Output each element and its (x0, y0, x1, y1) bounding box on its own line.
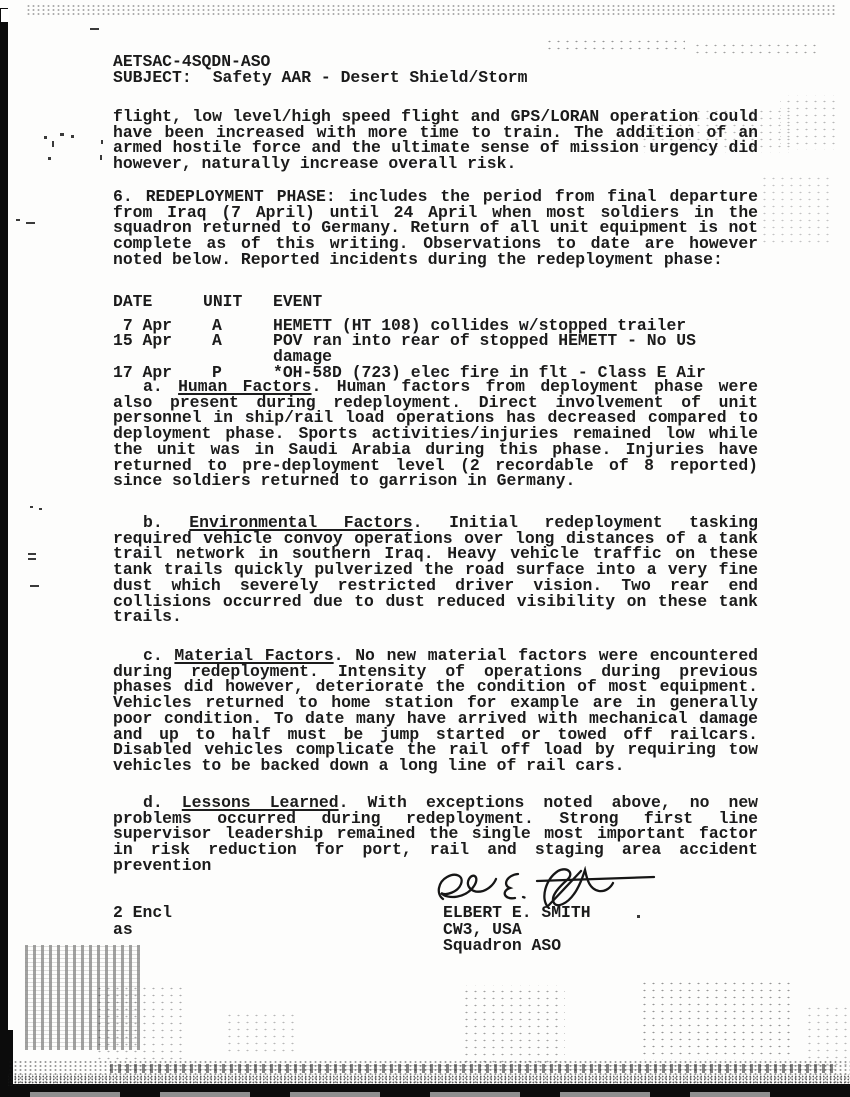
subject-text: Safety AAR - Desert Shield/Storm (212, 67, 528, 87)
scan-noise-patch (640, 108, 790, 153)
scan-mark (101, 140, 103, 144)
scan-noise-top (25, 3, 835, 15)
scan-mark (60, 133, 64, 136)
enclosure-note: as (113, 919, 133, 939)
scan-bottom-dash (290, 1092, 380, 1097)
subpara-title: Human Factors (178, 377, 312, 396)
subpara-label: c. (143, 646, 163, 665)
scan-noise-patch (780, 95, 835, 150)
subpara-title-period: . (412, 513, 423, 532)
incident-table (113, 294, 758, 381)
date-column-header: DATE (113, 292, 153, 311)
event-cell: POV ran into rear of stopped HEMETT - No US damage (273, 331, 696, 367)
unit-cell: P (212, 362, 222, 382)
section-6-text: includes the period from final departure from Iraq (7 April) until 24 April when most soldiers in the squadron returned to Germany. Return of all unit equipment is not complete as of this writing. Observations to date are however noted below. Reported incidents during the redeployment phase: (113, 187, 758, 269)
unit-column-header: UNIT (203, 292, 243, 311)
scan-noise-band-dense (8, 1074, 850, 1086)
scan-mark (48, 157, 51, 160)
scan-mark (52, 141, 54, 147)
event-column-header: EVENT (273, 292, 323, 311)
subpara-title-period: . (333, 646, 344, 665)
scan-bottom-dash (560, 1092, 650, 1097)
subpara-body: Human factors from deployment phase were also present during redeployment. Direct involvement of unit personnel in ship/rail load operations has decreased compared to deployment phase. Sports activities/injuries remained low while the unit was in Saudi Arabia during this phase. Injuries have returned to pre-deployment level (2 recordable of 8 reported) since soldiers returned to garrison in Germany. (113, 377, 759, 491)
subpara-body: With exceptions noted above, no new problems occurred during redeployment. Strong first line supervisor leadership remained the single most important factor in risk reduction for port, rail and staging area accident prevention (113, 793, 759, 875)
subpara-label: d. (143, 793, 163, 812)
unit-cell: A (212, 315, 222, 335)
scan-mark (637, 915, 640, 918)
scan-mark (44, 136, 47, 139)
event-cell: HEMETT (HT 108) collides w/stopped trailer (273, 315, 687, 335)
header-block (113, 54, 758, 85)
event-cell: *OH-58D (723) elec fire in flt - Class E Air (273, 362, 706, 382)
enclosure-block (113, 905, 313, 938)
scan-bottom-dash (690, 1092, 770, 1097)
subject-line (113, 67, 758, 87)
scan-mark (90, 28, 99, 30)
signature-block (443, 905, 763, 955)
scan-notch (1, 9, 9, 22)
scan-noise-patch (460, 985, 565, 1065)
scan-bottom-dash (430, 1092, 520, 1097)
scan-noise-patch (545, 38, 685, 54)
scan-mark (28, 558, 36, 560)
table-header-row (113, 294, 758, 310)
subject-label: SUBJECT: (113, 67, 192, 87)
scan-bottom-dash (30, 1092, 120, 1097)
subpara-label: b. (143, 513, 163, 532)
scan-mark (100, 155, 102, 160)
unit-cell: A (212, 331, 222, 351)
date-cell: 7 Apr (113, 315, 173, 335)
scan-mark (30, 585, 39, 587)
scan-mark (71, 135, 74, 138)
scan-noise-patch (95, 985, 185, 1065)
subparagraph-b (113, 515, 758, 625)
table-body (113, 315, 758, 382)
date-cell: 15 Apr (113, 331, 173, 351)
section-6-heading: REDEPLOYMENT PHASE: (145, 187, 336, 206)
subpara-title: Material Factors (174, 646, 334, 665)
subparagraph-a (113, 379, 758, 489)
scan-noise-patch (225, 1012, 295, 1052)
scan-noise-patch (760, 175, 835, 245)
scan-mark (16, 219, 20, 221)
scan-bottom-dash (160, 1092, 250, 1097)
subpara-label: a. (143, 377, 163, 396)
scan-edge-bar-left (0, 8, 8, 1097)
subpara-title: Lessons Learned (181, 793, 339, 812)
signer-name: ELBERT E. SMITH (443, 903, 591, 922)
subpara-title: Environmental Factors (189, 513, 413, 532)
section-6-number: 6. (113, 187, 133, 206)
section-6-paragraph (113, 189, 758, 268)
enclosure-count: 2 Encl (113, 903, 173, 922)
signer-rank: CW3, USA (443, 919, 522, 939)
intro-paragraph: flight, low level/high speed flight and GPS/LORAN operation could have been increased with more time to train. The addition of an armed hostile force and the ultimate sense of mission urgency did however, naturally increase overall risk. (113, 107, 758, 174)
scan-mark (39, 508, 42, 510)
signer-title: Squadron ASO (443, 936, 562, 955)
scan-noise-streak (110, 1064, 835, 1073)
scan-mark (26, 222, 35, 224)
scan-noise-patch (690, 40, 820, 58)
date-cell: 17 Apr (113, 362, 173, 382)
office-symbol-line: AETSAC-4SQDN-ASO (113, 52, 271, 71)
subpara-title-period: . (338, 793, 349, 812)
subparagraph-d (113, 795, 758, 874)
scan-noise-patch (640, 980, 795, 1060)
subpara-body: Initial redeployment tasking required vehicle convoy operations over long distances of a tank trail network in southern Iraq. Heavy vehicle traffic on these tank trails quickly pulverized the road surface into a very fine dust which severely restricted driver vision. Two rear end collisions occurred due to dust reduced visibility on these tank trails. (113, 513, 759, 627)
scan-mark (30, 506, 33, 508)
subparagraph-c (113, 648, 758, 774)
scan-mark (28, 553, 36, 555)
scan-noise-patch (805, 1005, 847, 1065)
subpara-title-period: . (311, 377, 322, 396)
subpara-body: No new material factors were encountered during redeployment. Intensity of operations during previous phases did however, deteriorate the condition of most equipment. Vehicles returned to home station for example are in generally poor condition. To date many have arrived with mechanical damage and up to half must be jump started or towed off railcars. Disabled vehicles complicate the rail off load by requiring tow vehicles to be backed down a long line of rail cars. (113, 646, 758, 775)
table-row (113, 331, 758, 367)
